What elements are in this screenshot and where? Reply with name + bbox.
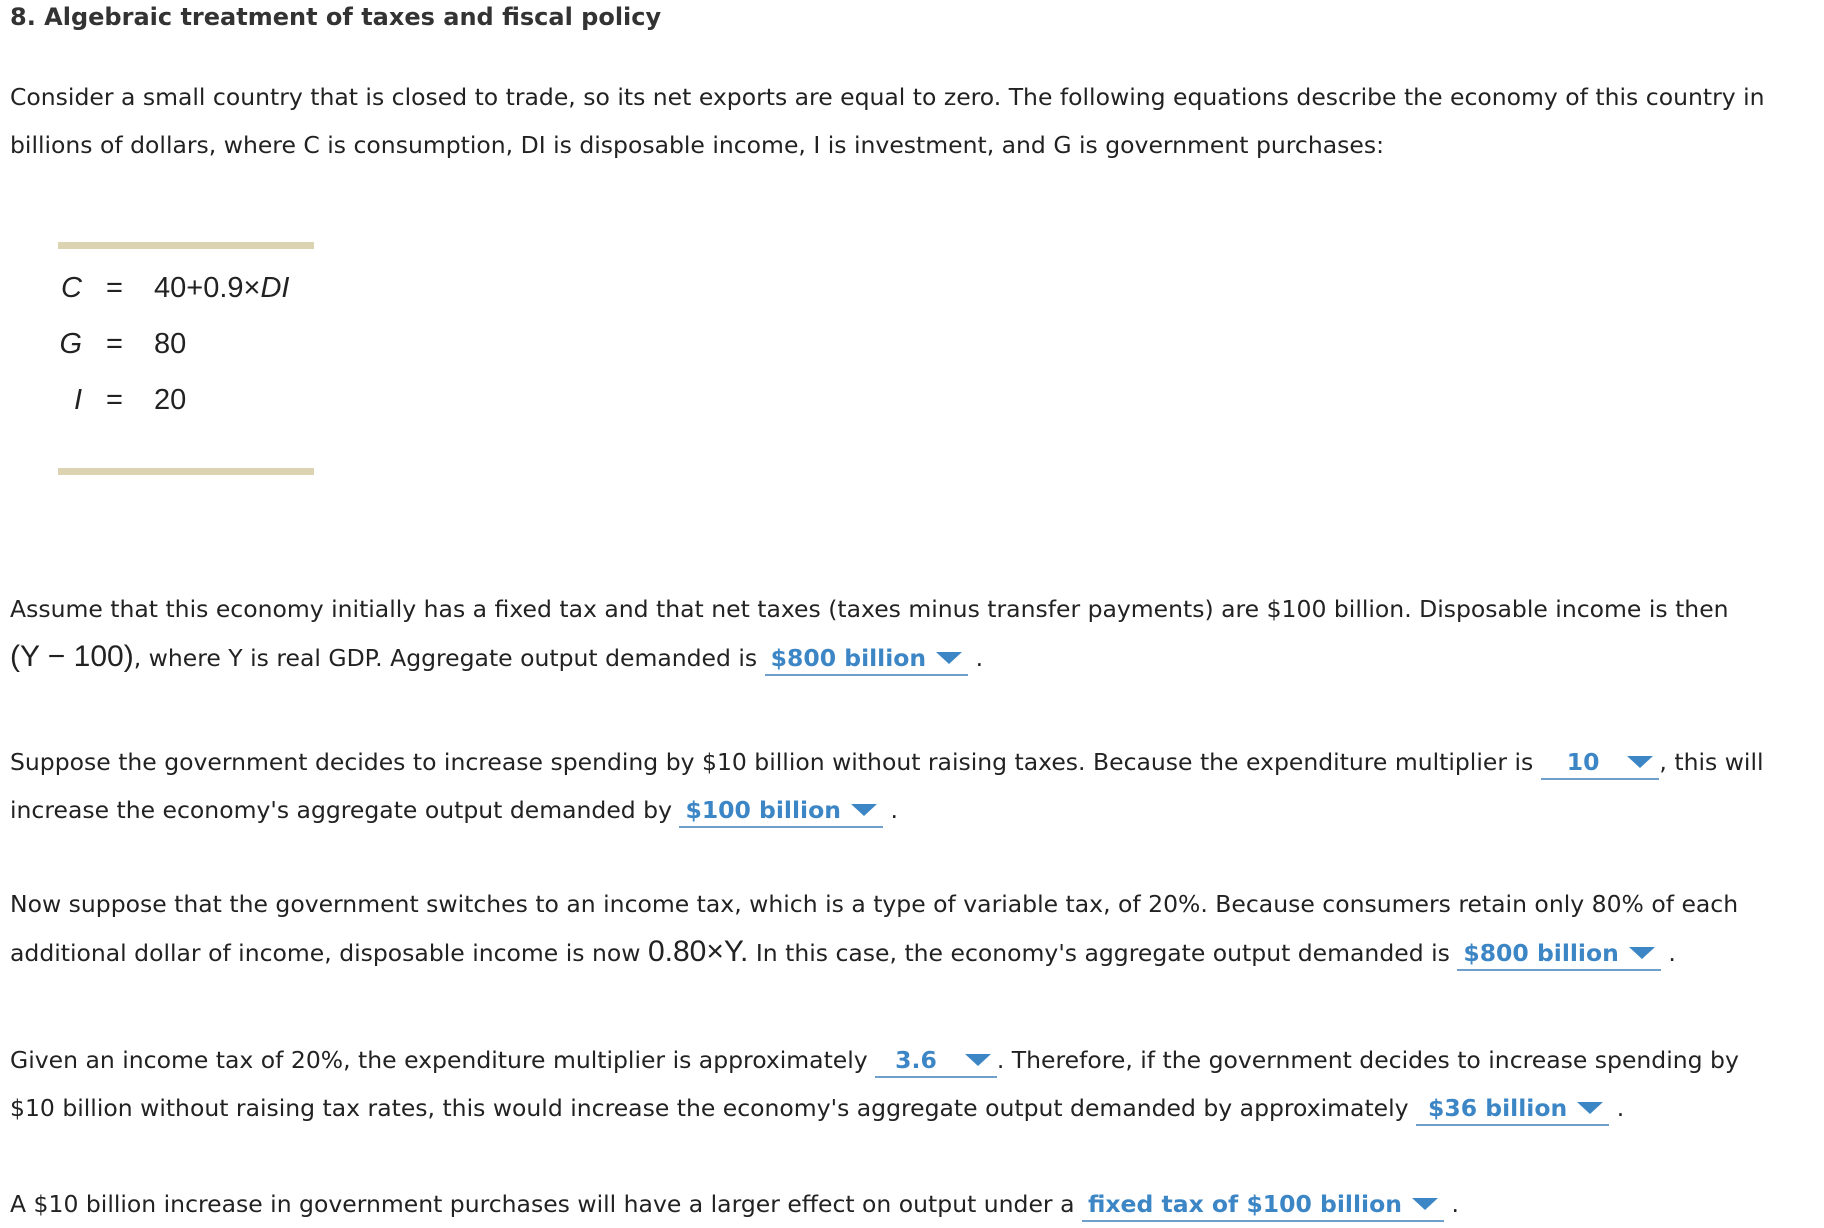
- dropdown-value: 10: [1566, 748, 1600, 776]
- larger-effect-dropdown[interactable]: [1082, 1188, 1444, 1222]
- question-4: [10, 1036, 1810, 1132]
- intro-line-1: Consider a small country that is closed to trade, so its net exports are equal to zero. The following equations describe the economy of this country in: [10, 83, 1765, 111]
- question-5: [10, 1180, 1810, 1228]
- q1-math: (Y − 100): [10, 640, 134, 673]
- income-tax-multiplier-dropdown[interactable]: [875, 1044, 997, 1078]
- dropdown-arrow-icon: [851, 804, 877, 816]
- q3-line-1: Now suppose that the government switches to an income tax, which is a type of variable tax, of 20%. Because consumers retain only 80% of each: [10, 890, 1739, 918]
- dropdown-value: $36 billion: [1428, 1094, 1568, 1122]
- q2-text-2: increase the economy's aggregate output demanded by: [10, 796, 672, 824]
- dropdown-arrow-icon: [1577, 1102, 1603, 1114]
- equation-rhs: 80: [154, 328, 187, 360]
- dropdown-value: fixed tax of $100 billion: [1087, 1190, 1402, 1218]
- output-increase-dropdown[interactable]: [679, 794, 883, 828]
- equation-rhs: 40+0.9×DI: [154, 272, 290, 304]
- question-2: [10, 738, 1810, 834]
- q5-end: .: [1451, 1190, 1459, 1218]
- equation-top-rule: [58, 242, 314, 249]
- q3-text-after: In this case, the economy's aggregate output demanded is: [755, 939, 1450, 967]
- equation-bottom-rule: [58, 468, 314, 475]
- q4-text-after: . Therefore, if the government decides to increase spending by: [996, 1046, 1739, 1074]
- q5-text: A $10 billion increase in government purchases will have a larger effect on output under a: [10, 1190, 1075, 1218]
- equation-variable: C: [61, 272, 82, 304]
- dropdown-arrow-icon: [965, 1054, 991, 1066]
- income-tax-output-increase-dropdown[interactable]: [1416, 1092, 1609, 1126]
- equation-variable: I: [73, 384, 82, 416]
- dropdown-arrow-icon: [1629, 947, 1655, 959]
- q4-end: .: [1616, 1094, 1625, 1122]
- question-title: 8. Algebraic treatment of taxes and fiscal policy: [10, 3, 662, 31]
- q5-line: [10, 1180, 1810, 1228]
- dropdown-arrow-icon: [1412, 1198, 1438, 1210]
- dropdown-value: $100 billion: [685, 796, 841, 824]
- q2-line-2: [10, 786, 1810, 834]
- q4-text-2: $10 billion without raising tax rates, this would increase the economy's aggregate output demanded by approximately: [10, 1094, 1409, 1122]
- income-tax-output-dropdown[interactable]: [1457, 937, 1661, 971]
- q3-math: 0.80×Y.: [647, 935, 749, 968]
- equation-equals: =: [106, 384, 123, 416]
- dropdown-value: 3.6: [895, 1046, 937, 1074]
- dropdown-value: $800 billion: [770, 644, 927, 672]
- dropdown-arrow-icon: [1627, 756, 1653, 768]
- equation-rhs: 20: [154, 384, 187, 416]
- dropdown-arrow-icon: [936, 652, 962, 664]
- question-3: [10, 880, 1810, 977]
- q3-line-2: [10, 928, 1810, 977]
- q1-line-1: Assume that this economy initially has a fixed tax and that net taxes (taxes minus transfer payments) are $100 billion. Disposable income is then: [10, 595, 1729, 623]
- dropdown-value: $800 billion: [1463, 939, 1619, 967]
- equation-variable: G: [59, 328, 82, 360]
- q2-end: .: [890, 796, 898, 824]
- q2-text: Suppose the government decides to increase spending by $10 billion without raising taxes. Because the expenditure multiplier is: [10, 748, 1534, 776]
- equation-equals: =: [106, 328, 123, 360]
- q4-line-2: [10, 1084, 1810, 1132]
- q2-text-after: , this will: [1659, 748, 1764, 776]
- equation-equals: =: [106, 272, 123, 304]
- aggregate-output-dropdown[interactable]: [765, 642, 969, 676]
- question-1: [10, 585, 1810, 682]
- q1-end: .: [975, 644, 984, 672]
- expenditure-multiplier-dropdown[interactable]: [1541, 746, 1660, 780]
- equation-block: [58, 242, 314, 475]
- q3-text: additional dollar of income, disposable income is now: [10, 939, 641, 967]
- intro-line-2: billions of dollars, where C is consumption, DI is disposable income, I is investment, and G is government purchases:: [10, 131, 1385, 159]
- q3-end: .: [1668, 939, 1676, 967]
- q2-line-1: [10, 738, 1810, 786]
- intro-paragraph: [10, 73, 1810, 169]
- q4-line-1: [10, 1036, 1810, 1084]
- q1-line-2: [10, 633, 1810, 682]
- q1-text: , where Y is real GDP. Aggregate output demanded is: [133, 644, 758, 672]
- q4-text: Given an income tax of 20%, the expenditure multiplier is approximately: [10, 1046, 868, 1074]
